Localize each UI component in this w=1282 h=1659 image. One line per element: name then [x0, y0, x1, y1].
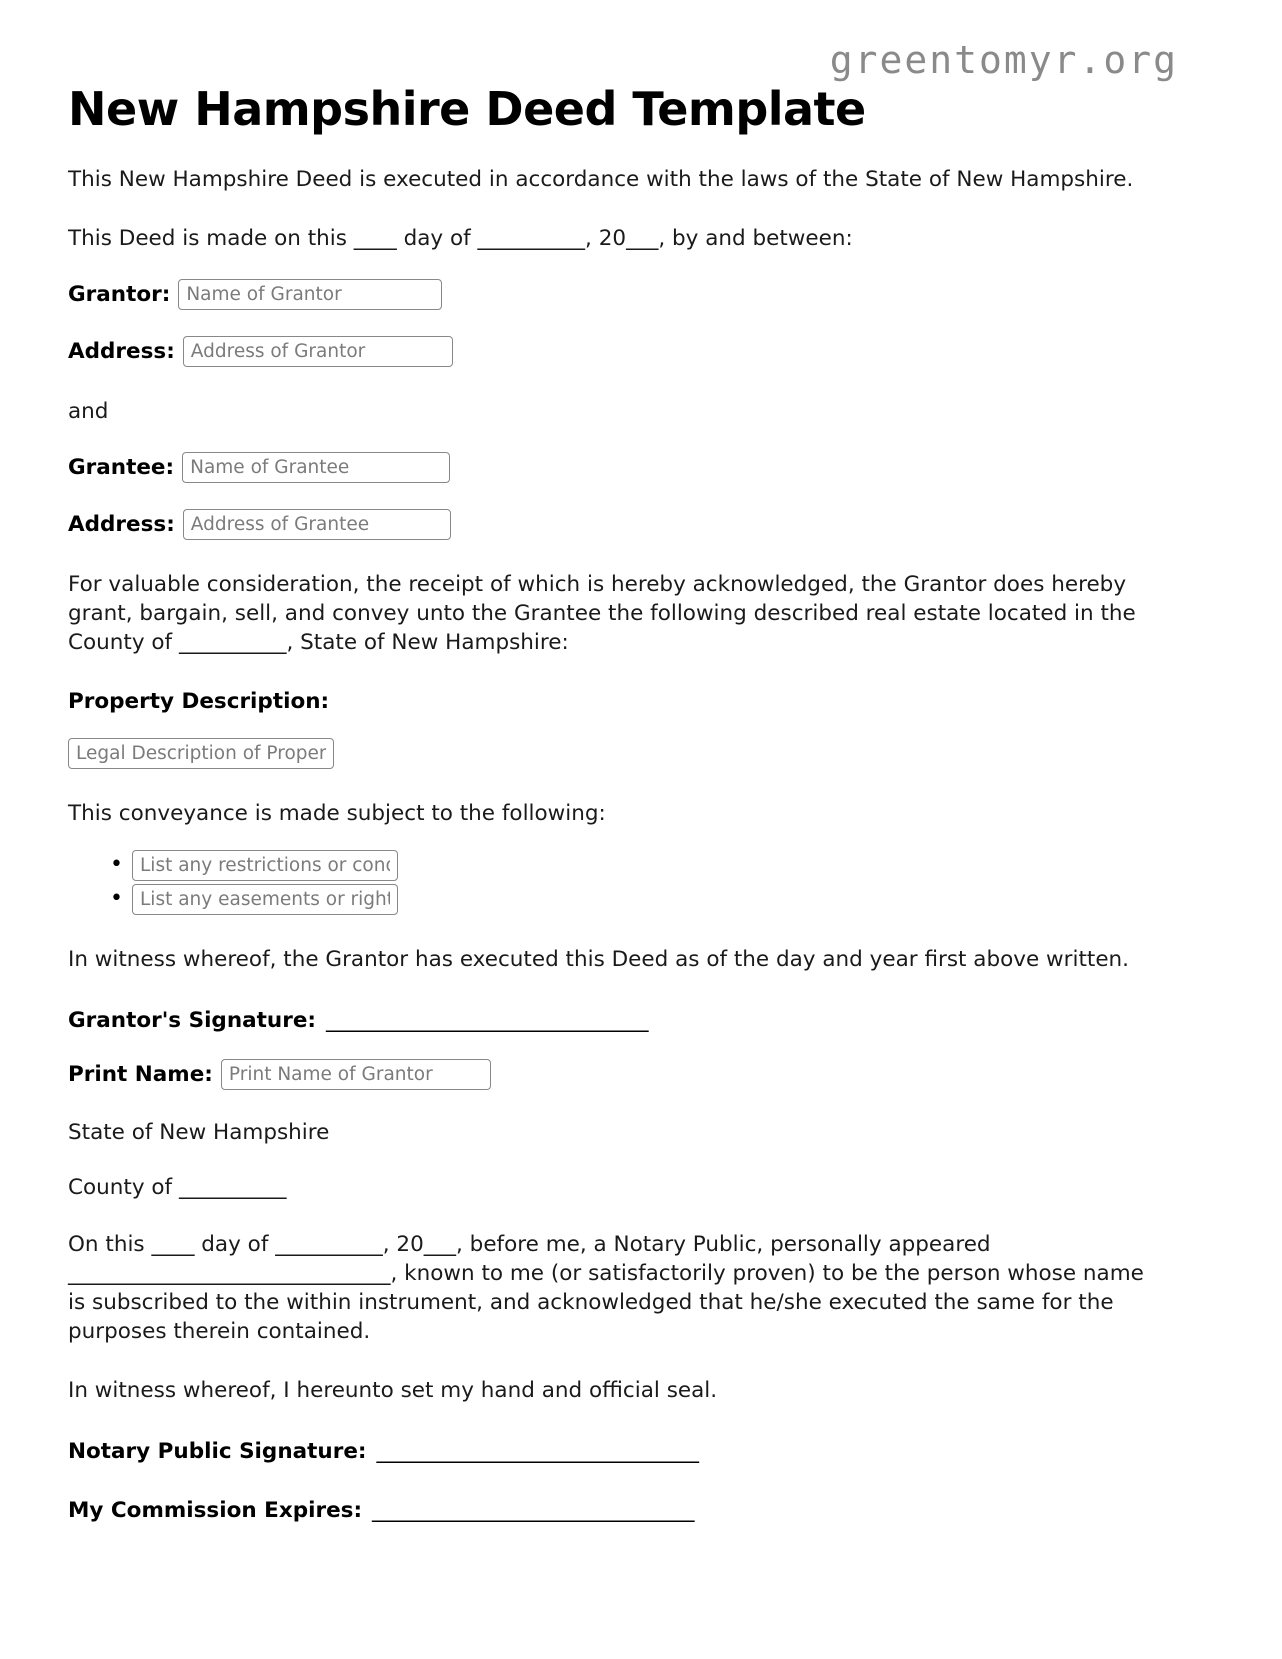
list-item	[110, 884, 1148, 915]
grantee-row	[68, 452, 1148, 483]
grantor-signature-line[interactable]: ______________________________	[326, 1007, 649, 1033]
print-name-input[interactable]	[221, 1059, 491, 1090]
list-item	[110, 850, 1148, 881]
document-body	[68, 0, 1148, 1523]
consideration-paragraph: For valuable consideration, the receipt of which is hereby acknowledged, the Grantor does hereby grant, bargain, sell, and convey unto the Grantee the following described real estate located in the County of __________, State of New Hampshire:	[68, 571, 1136, 655]
grantor-signature-row	[68, 1008, 1148, 1033]
and-connector: and	[68, 398, 109, 424]
conveyance-intro: This conveyance is made subject to the following:	[68, 800, 606, 826]
notary-signature-label: Notary Public Signature:	[68, 1438, 367, 1464]
grantee-address-row	[68, 509, 1148, 540]
print-name-row	[68, 1059, 1148, 1090]
notary-acknowledgment-paragraph: On this ____ day of __________, 20___, before me, a Notary Public, personally appeared ______________________________, known to me (or satisfactorily proven) to be the person whose name is subscribed to the within instrument, and acknowledged that he/she executed the same for the purposes therein contained.	[68, 1231, 1144, 1344]
commission-expires-label: My Commission Expires:	[68, 1497, 363, 1523]
intro-paragraph: This New Hampshire Deed is executed in accordance with the laws of the State of New Hampshire.	[68, 166, 1134, 192]
property-description-heading: Property Description:	[68, 688, 330, 714]
made-on-paragraph: This Deed is made on this ____ day of __________, 20___, by and between:	[68, 225, 853, 251]
easements-input[interactable]	[132, 884, 398, 915]
state-line: State of New Hampshire	[68, 1119, 330, 1145]
grantee-address-input[interactable]	[183, 509, 451, 540]
notary-signature-row	[68, 1439, 1148, 1464]
grantor-address-input[interactable]	[183, 336, 453, 367]
grantee-address-label: Address:	[68, 511, 175, 537]
legal-description-row	[68, 738, 1148, 769]
bullet-icon: •	[110, 886, 123, 912]
conveyance-list	[68, 850, 1148, 915]
grantee-label: Grantee:	[68, 454, 175, 480]
restrictions-input[interactable]	[132, 850, 398, 881]
grantor-address-label: Address:	[68, 338, 175, 364]
bullet-icon: •	[110, 852, 123, 878]
county-line: County of __________	[68, 1174, 287, 1200]
grantor-row	[68, 279, 1148, 310]
site-watermark: greentomyr.org	[829, 38, 1178, 82]
grantor-address-row	[68, 336, 1148, 367]
grantor-label: Grantor:	[68, 281, 171, 307]
grantor-name-input[interactable]	[178, 279, 442, 310]
commission-expires-line[interactable]: ______________________________	[372, 1497, 695, 1523]
grantor-signature-label: Grantor's Signature:	[68, 1007, 317, 1033]
commission-expires-row	[68, 1498, 1148, 1523]
legal-description-input[interactable]	[68, 738, 334, 769]
witness-grantor-paragraph: In witness whereof, the Grantor has executed this Deed as of the day and year first above written.	[68, 946, 1130, 972]
page-title: New Hampshire Deed Template	[68, 82, 866, 136]
notary-signature-line[interactable]: ______________________________	[376, 1438, 700, 1464]
print-name-label: Print Name:	[68, 1061, 213, 1087]
witness-notary-paragraph: In witness whereof, I hereunto set my hand and official seal.	[68, 1377, 718, 1403]
grantee-name-input[interactable]	[182, 452, 450, 483]
